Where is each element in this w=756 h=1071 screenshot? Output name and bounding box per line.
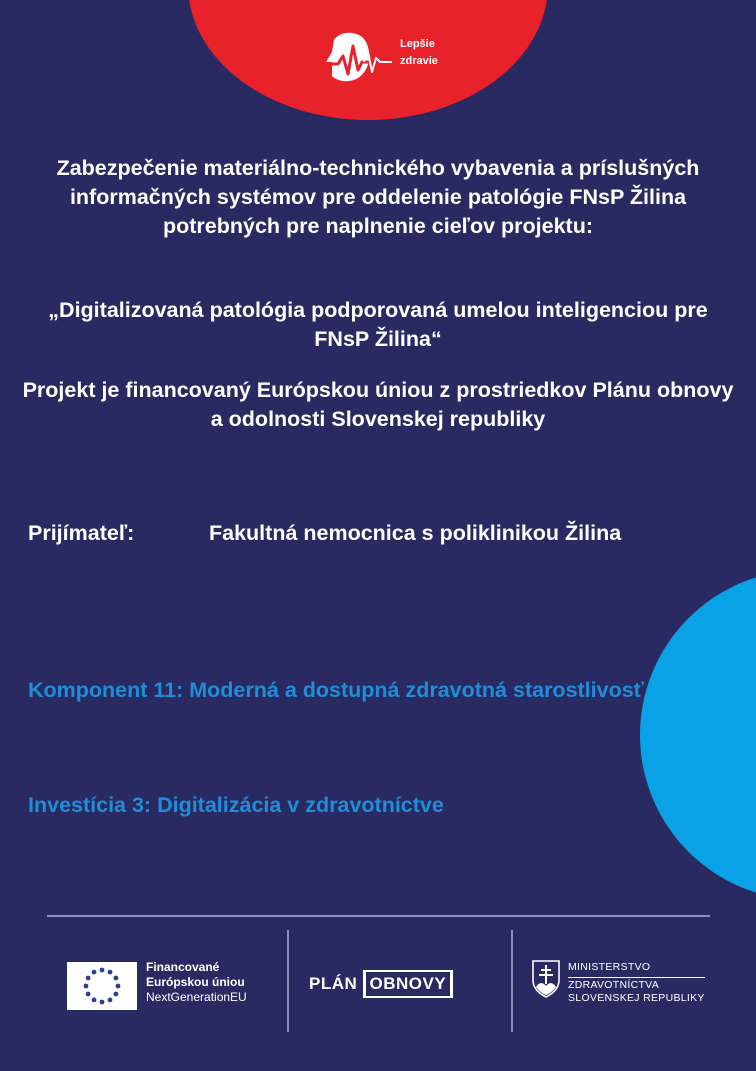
obnovy-word: OBNOVY — [363, 970, 454, 998]
eu-flag-icon — [67, 962, 137, 1010]
logo-line-2: zdravie — [400, 55, 438, 67]
plan-obnovy-logo — [309, 970, 453, 998]
investment-text: Investícia 3: Digitalizácia v zdravotníctve — [28, 793, 444, 817]
ministry-line-1: MINISTERSTVO — [568, 961, 651, 973]
ministry-line-2: ZDRAVOTNÍCTVA — [568, 977, 705, 992]
recipient-label: Prijímateľ: — [28, 521, 135, 545]
recipient-row — [28, 520, 622, 546]
eu-funding-label — [146, 960, 247, 1005]
footer-separator-2 — [511, 930, 513, 1032]
ministry-line-3: SLOVENSKEJ REPUBLIKY — [568, 992, 705, 1004]
heart-pulse-logo-icon — [316, 22, 392, 92]
eu-line-2: Európskou úniou — [146, 975, 245, 989]
funding-statement: Projekt je financovaný Európskou úniou z prostriedkov Plánu obnovy a odolnosti Slovenskej republiky — [22, 378, 734, 431]
footer-divider — [47, 915, 710, 917]
poster-title: Zabezpečenie materiálno-technického vybavenia a príslušných informačných systémov pre oddelenie patológie FNsP Žilina potrebných pre naplnenie cieľov projektu: — [56, 156, 700, 238]
component-text: Komponent 11: Moderná a dostupná zdravotná starostlivosť — [28, 678, 644, 702]
slovak-crest-icon — [532, 960, 560, 998]
footer-separator-1 — [287, 930, 289, 1032]
recipient-value: Fakultná nemocnica s poliklinikou Žilina — [209, 521, 622, 545]
project-name: „Digitalizovaná patológia podporovaná umelou inteligenciou pre FNsP Žilina“ — [48, 298, 708, 351]
plan-word: PLÁN — [309, 974, 358, 993]
logo-wordmark — [400, 36, 438, 70]
logo-line-1: Lepšie — [400, 38, 435, 50]
decorative-blue-circle — [640, 570, 756, 900]
ministry-label — [568, 961, 705, 1005]
eu-line-1: Financované — [146, 960, 220, 974]
eu-line-3: NextGenerationEU — [146, 990, 247, 1004]
